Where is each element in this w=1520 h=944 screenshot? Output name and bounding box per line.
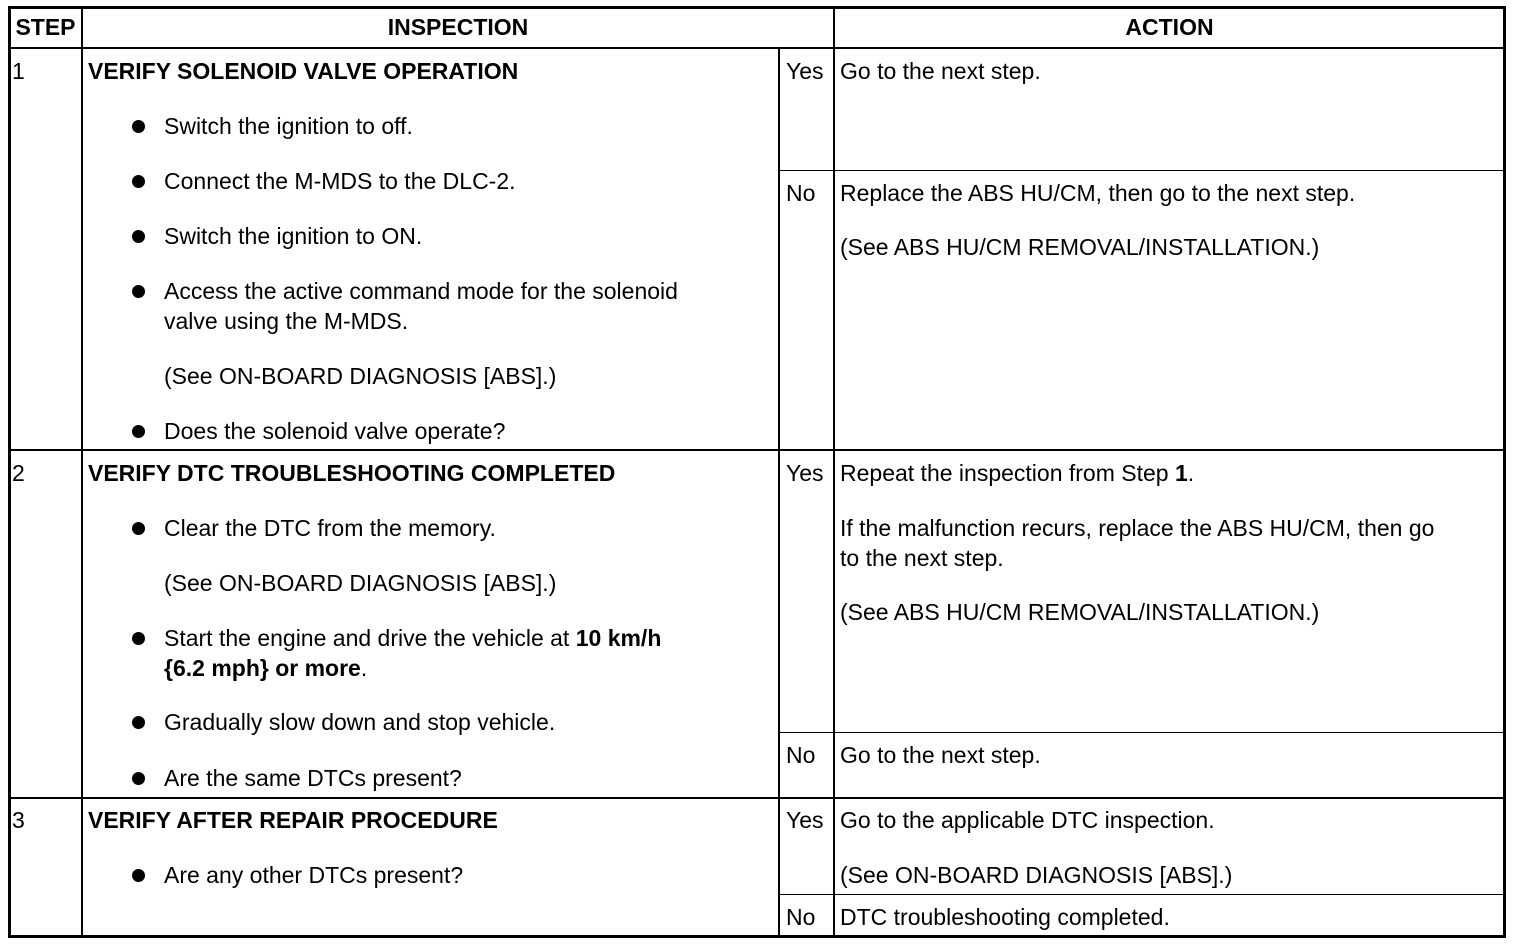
header-step: STEP — [15, 14, 76, 40]
step-column-divider — [81, 9, 83, 935]
step-title: VERIFY DTC TROUBLESHOOTING COMPLETED — [88, 460, 616, 486]
step-reference: 1 — [1174, 460, 1188, 486]
yes-no-divider-1 — [780, 170, 1504, 171]
inspection-item-continued: valve using the M-MDS. — [164, 308, 409, 334]
bullet-icon — [132, 772, 145, 785]
inspection-item-continued — [164, 653, 367, 683]
inspection-item: Connect the M-MDS to the DLC-2. — [164, 168, 516, 194]
inspection-item: Gradually slow down and stop vehicle. — [164, 709, 556, 735]
header-action: ACTION — [1125, 14, 1214, 40]
yes-action — [840, 458, 1194, 488]
speed-value-imperial: {6.2 mph} or more — [164, 655, 361, 681]
inspection-reference: (See ON-BOARD DIAGNOSIS [ABS].) — [164, 363, 557, 389]
yes-action-reference: (See ABS HU/CM REMOVAL/INSTALLATION.) — [840, 599, 1320, 625]
yes-label: Yes — [786, 460, 824, 486]
bullet-icon — [132, 632, 145, 645]
inspection-item: Clear the DTC from the memory. — [164, 515, 496, 541]
yes-action-line: to the next step. — [840, 545, 1004, 571]
bullet-icon — [132, 522, 145, 535]
no-label: No — [786, 180, 816, 206]
sentence-end: . — [360, 655, 368, 681]
bullet-icon — [132, 230, 145, 243]
no-label: No — [786, 904, 816, 930]
yes-action: Go to the applicable DTC inspection. — [840, 807, 1215, 833]
no-label: No — [786, 742, 816, 768]
inspection-answer-divider — [778, 48, 780, 935]
no-action: Replace the ABS HU/CM, then go to the next step. — [840, 180, 1356, 206]
bullet-icon — [132, 120, 145, 133]
step-number: 3 — [12, 807, 25, 833]
sentence-end: . — [1187, 460, 1195, 486]
inspection-item — [164, 623, 661, 653]
yes-action-reference: (See ON-BOARD DIAGNOSIS [ABS].) — [840, 862, 1233, 888]
answer-action-divider — [833, 9, 835, 935]
speed-value: 10 km/h — [575, 625, 662, 651]
header-inspection: INSPECTION — [387, 14, 529, 40]
inspection-item: Switch the ignition to off. — [164, 113, 413, 139]
inspection-question: Are any other DTCs present? — [164, 862, 464, 888]
inspection-item: Switch the ignition to ON. — [164, 223, 423, 249]
yes-action-text: Repeat the inspection from Step — [840, 460, 1169, 486]
yes-action: Go to the next step. — [840, 58, 1041, 84]
bullet-icon — [132, 869, 145, 882]
no-action: DTC troubleshooting completed. — [840, 904, 1170, 930]
step-title: VERIFY AFTER REPAIR PROCEDURE — [88, 807, 498, 833]
row-divider-2-3 — [10, 797, 1504, 799]
bullet-icon — [132, 285, 145, 298]
bullet-icon — [132, 716, 145, 729]
inspection-text: Start the engine and drive the vehicle at — [164, 625, 570, 651]
inspection-item: Access the active command mode for the solenoid — [164, 278, 678, 304]
step-number: 1 — [12, 58, 25, 84]
yes-label: Yes — [786, 807, 824, 833]
yes-label: Yes — [786, 58, 824, 84]
yes-no-divider-3 — [780, 894, 1504, 895]
header-divider — [10, 47, 1504, 49]
bullet-icon — [132, 175, 145, 188]
row-divider-1-2 — [10, 449, 1504, 451]
inspection-question: Are the same DTCs present? — [164, 765, 462, 791]
inspection-question: Does the solenoid valve operate? — [164, 418, 506, 444]
bullet-icon — [132, 425, 145, 438]
yes-no-divider-2 — [780, 732, 1504, 733]
step-number: 2 — [12, 460, 25, 486]
no-action: Go to the next step. — [840, 742, 1041, 768]
no-action-reference: (See ABS HU/CM REMOVAL/INSTALLATION.) — [840, 234, 1320, 260]
step-title: VERIFY SOLENOID VALVE OPERATION — [88, 58, 519, 84]
inspection-reference: (See ON-BOARD DIAGNOSIS [ABS].) — [164, 570, 557, 596]
yes-action-line: If the malfunction recurs, replace the ABS HU/CM, then go — [840, 515, 1435, 541]
